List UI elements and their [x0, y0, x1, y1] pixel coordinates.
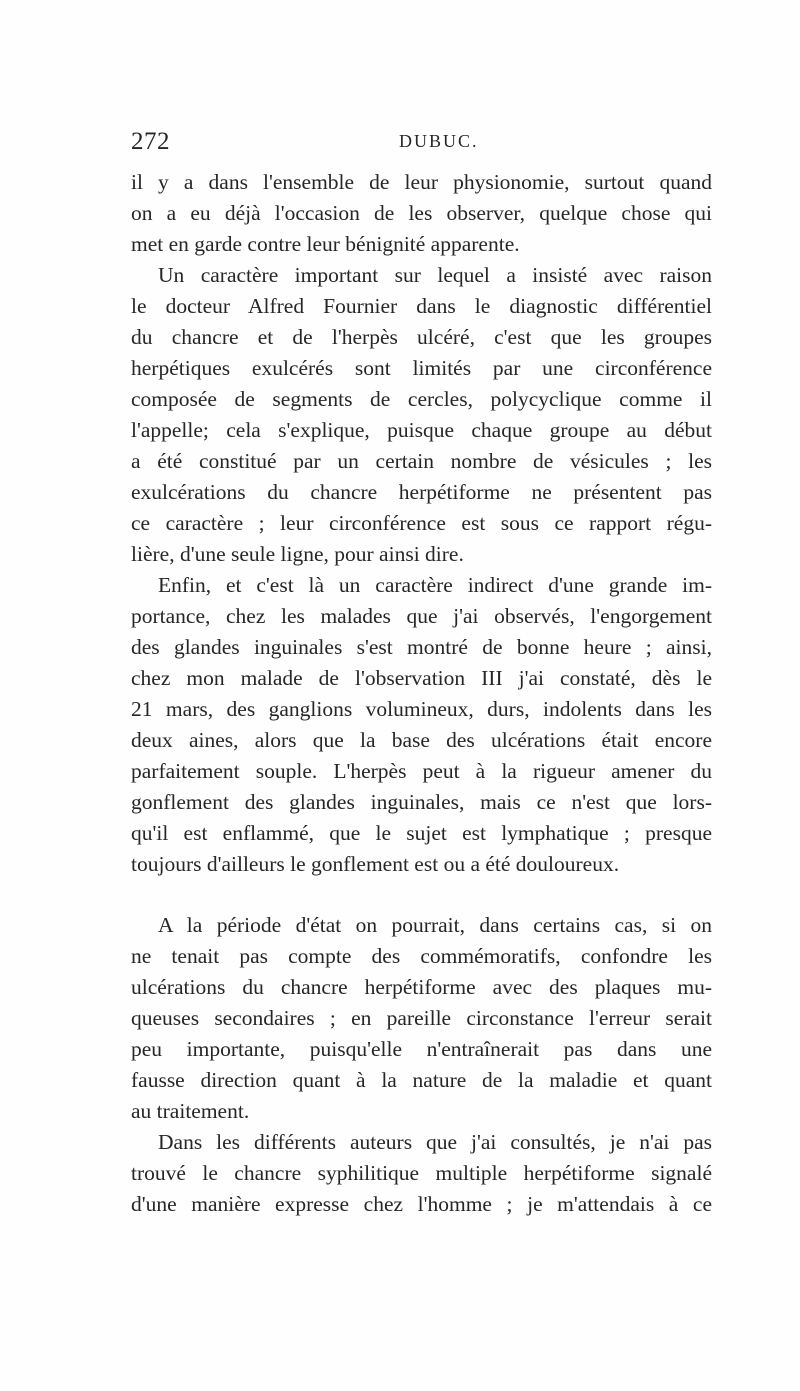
text-line: herpétiques exulcérés sont limités par une circonférence: [131, 356, 712, 380]
text-line: toujours d'ailleurs le gonflement est ou a été douloureux.: [131, 852, 620, 876]
text-line: A la période d'état on pourrait, dans certains cas, si on: [158, 913, 712, 937]
text-line: peu importante, puisqu'elle n'entraînerait pas dans une: [131, 1037, 712, 1061]
page-header: [131, 128, 731, 158]
text-line: parfaitement souple. L'herpès peut à la rigueur amener du: [131, 759, 712, 783]
text-line: lière, d'une seule ligne, pour ainsi dire.: [131, 542, 464, 566]
text-line: des glandes inguinales s'est montré de bonne heure ; ainsi,: [131, 635, 712, 659]
text-line: fausse direction quant à la nature de la maladie et quant: [131, 1068, 712, 1092]
text-line: Enfin, et c'est là un caractère indirect d'une grande im-: [158, 573, 712, 597]
text-line: gonflement des glandes inguinales, mais ce n'est que lors-: [131, 790, 712, 814]
text-line: Dans les différents auteurs que j'ai consultés, je n'ai pas: [158, 1130, 712, 1154]
text-line: on a eu déjà l'occasion de les observer, quelque chose qui: [131, 201, 712, 225]
text-line: il y a dans l'ensemble de leur physionomie, surtout quand: [131, 170, 712, 194]
text-line: d'une manière expresse chez l'homme ; je m'attendais à ce: [131, 1192, 712, 1216]
text-line: met en garde contre leur bénignité apparente.: [131, 232, 520, 256]
text-line: ulcérations du chancre herpétiforme avec des plaques mu-: [131, 975, 712, 999]
text-line: Un caractère important sur lequel a insisté avec raison: [158, 263, 712, 287]
text-line: exulcérations du chancre herpétiforme ne présentent pas: [131, 480, 712, 504]
page-number: 272: [131, 128, 170, 155]
text-line: qu'il est enflammé, que le sujet est lymphatique ; presque: [131, 821, 712, 845]
body-text: [131, 167, 712, 1220]
text-line: queuses secondaires ; en pareille circonstance l'erreur serait: [131, 1006, 712, 1030]
running-head: DUBUC.: [399, 131, 479, 151]
text-line: portance, chez les malades que j'ai observés, l'engorgement: [131, 604, 712, 628]
paragraph-gap: [131, 880, 712, 910]
text-line: l'appelle; cela s'explique, puisque chaque groupe au début: [131, 418, 712, 442]
text-line: trouvé le chancre syphilitique multiple herpétiforme signalé: [131, 1161, 712, 1185]
text-line: deux aines, alors que la base des ulcérations était encore: [131, 728, 712, 752]
text-line: 21 mars, des ganglions volumineux, durs, indolents dans les: [131, 697, 712, 721]
text-line: a été constitué par un certain nombre de vésicules ; les: [131, 449, 712, 473]
text-line: chez mon malade de l'observation III j'ai constaté, dès le: [131, 666, 712, 690]
text-line: composée de segments de cercles, polycyclique comme il: [131, 387, 712, 411]
text-line: ne tenait pas compte des commémoratifs, confondre les: [131, 944, 712, 968]
text-line: au traitement.: [131, 1099, 250, 1123]
text-line: du chancre et de l'herpès ulcéré, c'est que les groupes: [131, 325, 712, 349]
text-line: le docteur Alfred Fournier dans le diagnostic différentiel: [131, 294, 712, 318]
text-line: ce caractère ; leur circonférence est sous ce rapport régu-: [131, 511, 712, 535]
